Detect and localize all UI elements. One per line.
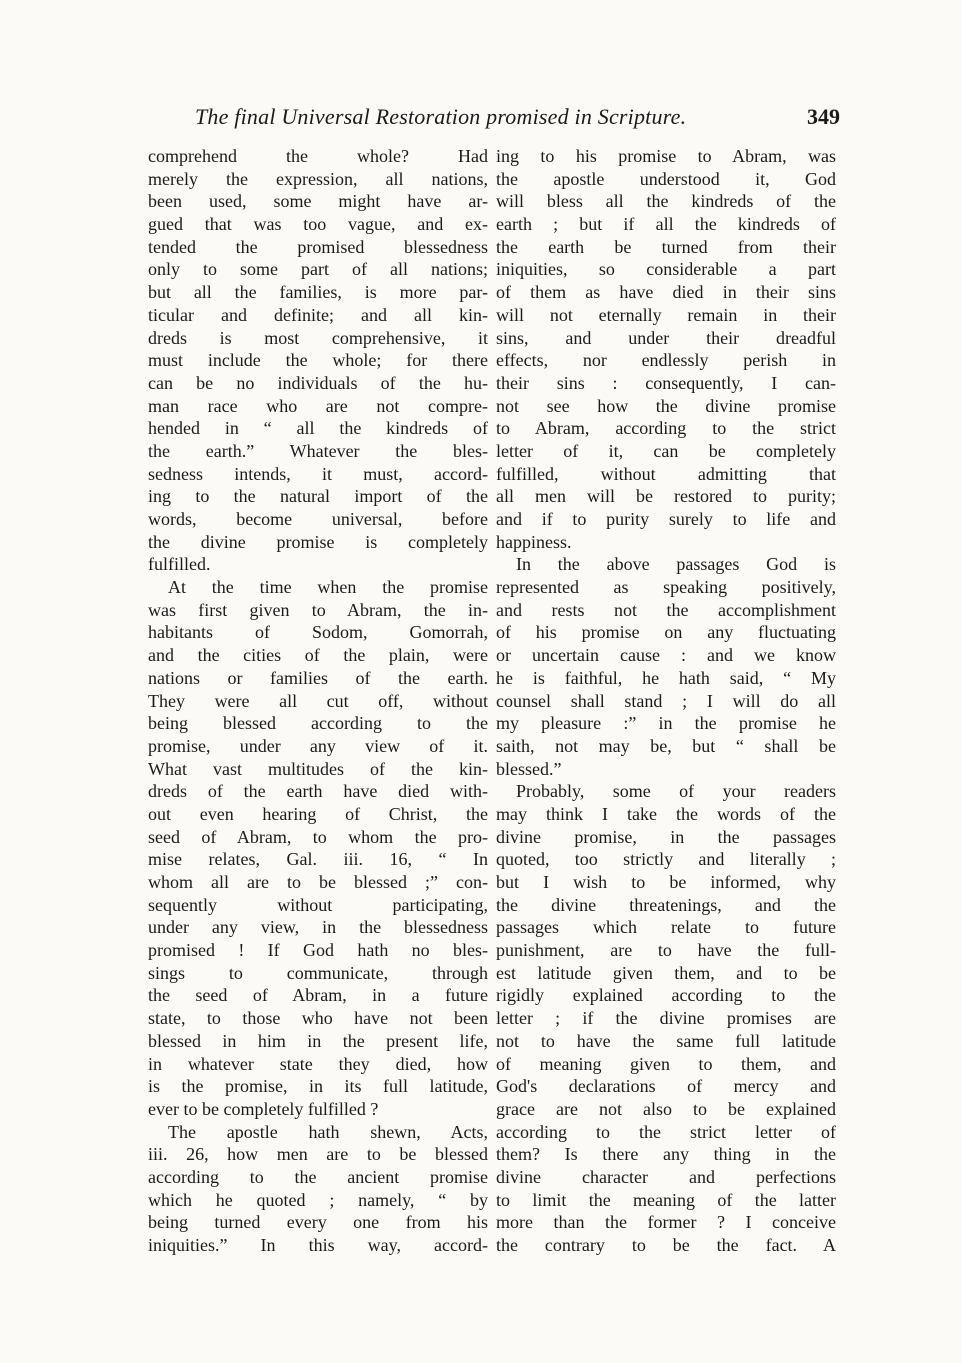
text-line: but all the families, is more par- — [148, 282, 488, 303]
text-line: under any view, in the blessedness — [148, 917, 488, 938]
text-line: mise relates, Gal. iii. 16, “ In — [148, 849, 488, 870]
text-line: ever to be completely fulfilled ? — [148, 1098, 379, 1119]
text-line: The apostle hath shewn, Acts, — [168, 1121, 488, 1142]
text-line: God's declarations of mercy and — [496, 1076, 836, 1097]
text-line: What vast multitudes of the kin- — [148, 758, 488, 779]
text-line: not see how the divine promise — [496, 395, 836, 416]
text-line: ing to the natural import of the — [148, 486, 488, 507]
text-line: dreds is most comprehensive, it — [148, 327, 488, 348]
text-line: he is faithful, he hath said, “ My — [496, 667, 836, 688]
text-line: grace are not also to be explained — [496, 1098, 836, 1119]
text-line: saith, not may be, but “ shall be — [496, 735, 836, 756]
text-line: of them as have died in their sins — [496, 282, 836, 303]
text-line: words, become universal, before — [148, 509, 488, 529]
text-line: seed of Abram, to whom the pro- — [148, 826, 488, 847]
text-line: represented as speaking positively, — [496, 577, 836, 598]
text-line: fulfilled, without admitting that — [496, 463, 836, 484]
text-line: the seed of Abram, in a future — [148, 985, 488, 1006]
text-line: merely the expression, all nations, — [148, 168, 488, 189]
text-line: quoted, too strictly and literally ; — [496, 849, 836, 870]
text-line: in whatever state they died, how — [148, 1053, 488, 1074]
text-line: happiness. — [496, 531, 572, 552]
text-line: more than the former ? I conceive — [496, 1212, 836, 1233]
text-line: not to have the same full latitude — [496, 1030, 836, 1051]
text-line: and the cities of the plain, were — [148, 645, 488, 666]
text-line: est latitude given them, and to be — [496, 962, 836, 983]
text-line: habitants of Sodom, Gomorrah, — [148, 622, 488, 643]
text-line: divine character and perfections — [496, 1166, 836, 1187]
text-line: tended the promised blessedness — [148, 236, 488, 257]
text-line: their sins : consequently, I can- — [496, 372, 836, 393]
text-line: In the above passages God is — [516, 554, 836, 575]
text-line: will not eternally remain in their — [496, 304, 836, 325]
text-line: my pleasure :” in the promise he — [496, 713, 836, 734]
text-line: rigidly explained according to the — [496, 985, 836, 1006]
text-line: state, to those who have not been — [148, 1008, 488, 1029]
text-line: earth ; but if all the kindreds of — [496, 214, 836, 235]
text-line: the contrary to be the fact. A — [496, 1235, 836, 1255]
text-line: or uncertain cause : and we know — [496, 645, 836, 666]
text-line: They were all cut off, without — [148, 690, 488, 711]
text-line: may think I take the words of the — [496, 803, 836, 824]
text-line: can be no individuals of the hu- — [148, 372, 488, 393]
text-line: sequently without participating, — [148, 894, 488, 915]
text-line: dreds of the earth have died with- — [148, 781, 488, 802]
text-line: iii. 26, how men are to be blessed — [148, 1144, 488, 1165]
text-line: and if to purity surely to life and — [496, 509, 836, 529]
text-line: iniquities, so considerable a part — [496, 259, 836, 280]
text-line: blessed in him in the present life, — [148, 1030, 488, 1051]
text-line: counsel shall stand ; I will do all — [496, 690, 836, 711]
text-line: promised ! If God hath no bles- — [148, 940, 488, 961]
text-line: At the time when the promise — [168, 577, 488, 598]
text-line: and rests not the accomplishment — [496, 599, 836, 620]
text-line: whom all are to be blessed ;” con- — [148, 872, 488, 892]
text-line: the divine promise is completely — [148, 531, 488, 552]
text-line: iniquities.” In this way, accord- — [148, 1235, 488, 1255]
text-line: the apostle understood it, God — [496, 168, 836, 189]
text-line: punishment, are to have the full- — [496, 940, 836, 961]
right-text-column — [496, 145, 836, 1257]
text-line: must include the whole; for there — [148, 350, 488, 371]
text-line: comprehend the whole? Had — [148, 146, 488, 166]
text-line: to Abram, according to the strict — [496, 418, 836, 439]
left-text-column — [148, 145, 488, 1257]
text-line: which he quoted ; namely, “ by — [148, 1189, 488, 1210]
text-line: according to the ancient promise — [148, 1166, 488, 1187]
text-line: divine promise, in the passages — [496, 826, 836, 847]
text-line: sedness intends, it must, accord- — [148, 463, 488, 484]
text-line: nations or families of the earth. — [148, 667, 488, 688]
text-line: sins, and under their dreadful — [496, 327, 836, 348]
text-line: letter of it, can be completely — [496, 440, 836, 461]
text-line: blessed.” — [496, 758, 562, 779]
text-line: but I wish to be informed, why — [496, 872, 836, 892]
text-line: sings to communicate, through — [148, 962, 488, 983]
text-line: the divine threatenings, and the — [496, 894, 836, 915]
text-line: man race who are not compre- — [148, 395, 488, 416]
text-line: was first given to Abram, the in- — [148, 599, 488, 620]
text-line: gued that was too vague, and ex- — [148, 214, 488, 235]
text-line: will bless all the kindreds of the — [496, 191, 836, 212]
text-line: hended in “ all the kindreds of — [148, 418, 488, 439]
text-line: is the promise, in its full latitude, — [148, 1076, 488, 1097]
text-line: promise, under any view of it. — [148, 735, 488, 756]
text-line: out even hearing of Christ, the — [148, 803, 488, 824]
text-line: them? Is there any thing in the — [496, 1144, 836, 1165]
text-line: the earth be turned from their — [496, 236, 836, 257]
text-line: to limit the meaning of the latter — [496, 1189, 836, 1210]
text-line: ticular and definite; and all kin- — [148, 304, 488, 325]
text-line: all men will be restored to purity; — [496, 486, 836, 507]
text-line: of meaning given to them, and — [496, 1053, 836, 1074]
text-line: ing to his promise to Abram, was — [496, 146, 836, 166]
text-line: being blessed according to the — [148, 713, 488, 734]
page-header — [150, 104, 840, 134]
text-line: of his promise on any fluctuating — [496, 622, 836, 643]
text-line: effects, nor endlessly perish in — [496, 350, 836, 371]
running-title: The final Universal Restoration promised in Scripture. — [195, 104, 687, 129]
text-line: according to the strict letter of — [496, 1121, 836, 1142]
text-line: passages which relate to future — [496, 917, 836, 938]
text-line: letter ; if the divine promises are — [496, 1008, 836, 1029]
text-line: only to some part of all nations; — [148, 259, 488, 280]
text-line: the earth.” Whatever the bles- — [148, 440, 488, 461]
page-number: 349 — [807, 104, 840, 129]
text-line: fulfilled. — [148, 554, 211, 575]
text-line: being turned every one from his — [148, 1212, 488, 1233]
text-line: Probably, some of your readers — [516, 781, 836, 802]
text-line: been used, some might have ar- — [148, 191, 488, 212]
